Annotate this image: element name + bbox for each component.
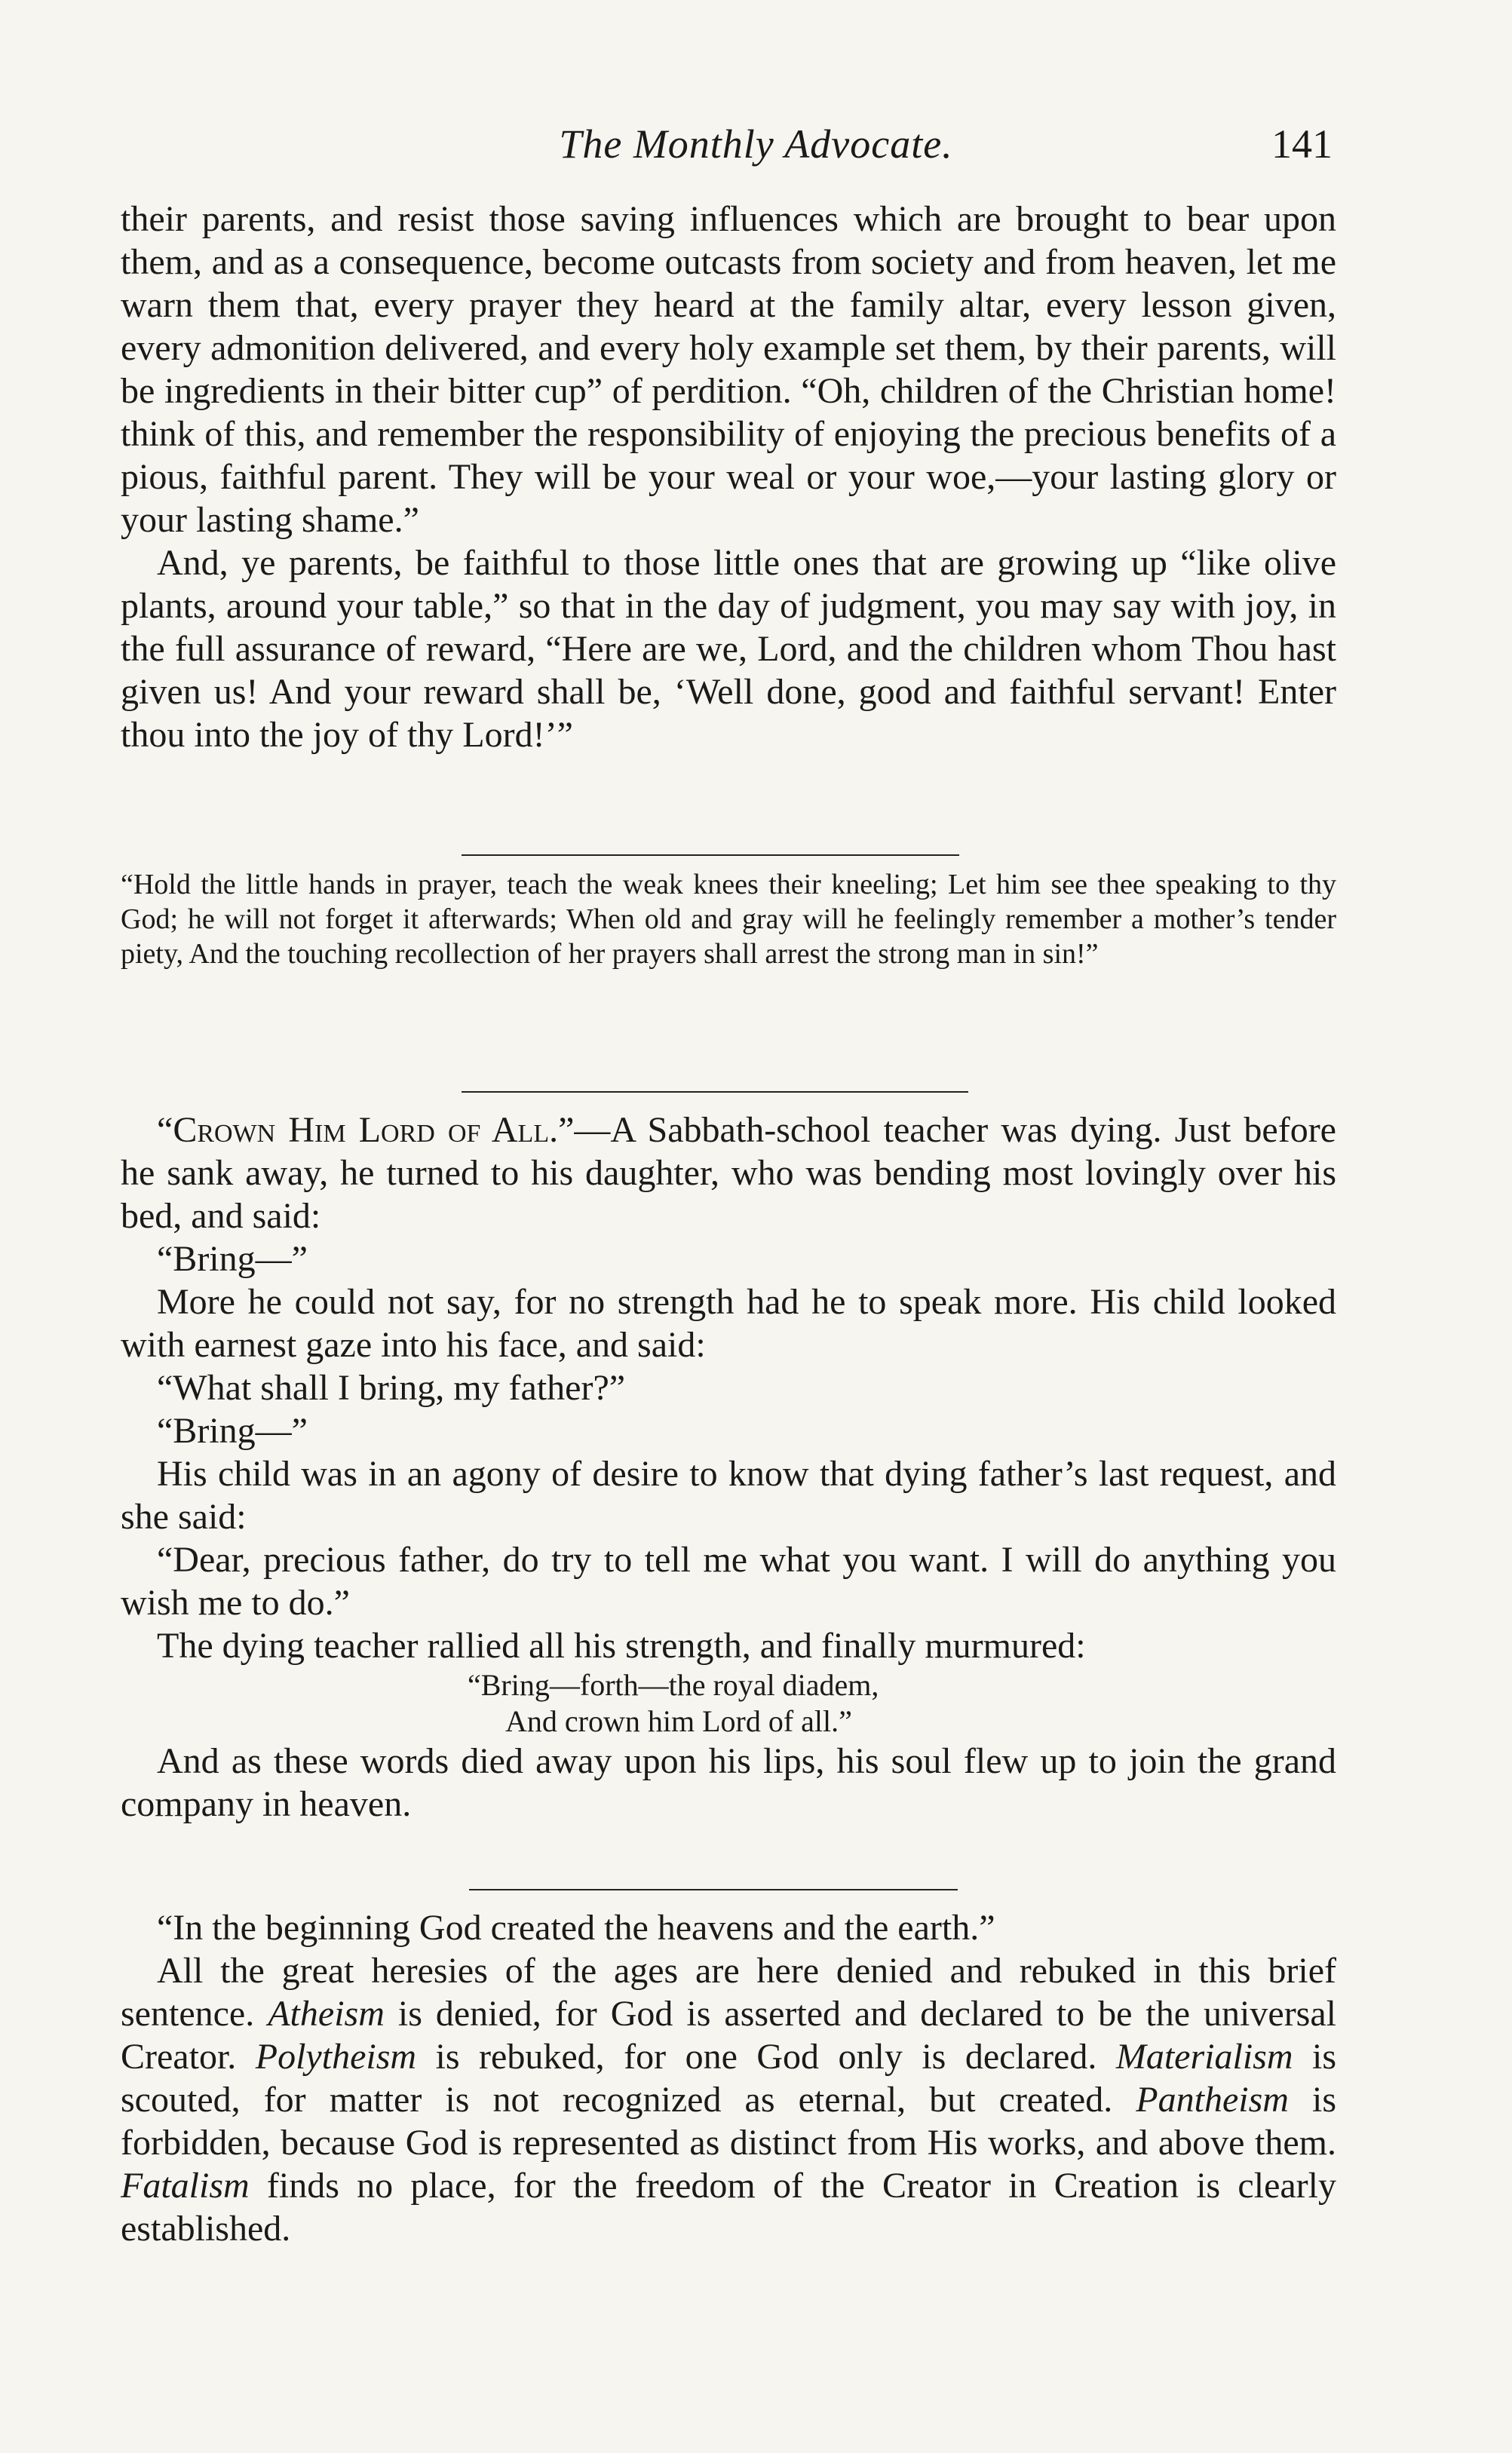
paragraph-text: is denied, for God is asserted and declared to be the universal Creator. [121, 1994, 1337, 2077]
section-title-open: “ [157, 1110, 173, 1150]
verse [121, 1667, 1336, 1740]
paragraph-text: finds no place, for the freedom of the Creator in Creation is clearly established. [121, 2166, 1336, 2249]
paragraph: “Bring—” [157, 1239, 308, 1279]
paragraph: The dying teacher rallied all his strength, and finally murmured: [157, 1626, 1086, 1666]
section-divider [462, 854, 959, 856]
verse-line: “Bring—forth—the royal diadem, [468, 1668, 879, 1702]
page-number: 141 [1271, 121, 1333, 167]
term: Pantheism [1136, 2080, 1289, 2120]
paragraph: And as these words died away upon his lips, his soul flew up to join the grand company in heaven. [121, 1741, 1336, 1824]
paragraph [121, 1108, 1336, 1237]
paragraph: More he could not say, for no strength had he to speak more. His child looked with earnest gaze into his face, and said: [121, 1282, 1336, 1365]
page-header [0, 121, 1512, 181]
paragraph-text: —A Sabbath-school teacher was dying. Just before he sank away, he turned to his daughter, who was bending most lovingly over his bed, and said: [121, 1110, 1336, 1236]
quote-block [121, 867, 1336, 971]
running-title: The Monthly Advocate. [559, 121, 953, 167]
section-parents [121, 198, 1336, 756]
section-divider [462, 1091, 968, 1093]
paragraph: “Bring—” [157, 1411, 308, 1451]
section-title: Crown Him Lord of All [173, 1110, 550, 1150]
paragraph-text: is scouted, for matter is not recognized as eternal, but created. [121, 2037, 1336, 2120]
paragraph-text: is rebuked, for one God only is declared. [416, 2037, 1116, 2077]
paragraph: And, ye parents, be faithful to those little ones that are growing up “like olive plants, around your table,” so that in the day of judgment, you may say with joy, in the full assurance of reward, “Here are we, Lord, and the children whom Thou hast given us! And your reward shall be, ‘Well done, good and faithful servant! Enter thou into the joy of thy Lord!’” [121, 543, 1336, 755]
term: Fatalism [121, 2166, 250, 2206]
verse-line: And crown him Lord of all.” [505, 1704, 852, 1738]
paragraph: their parents, and resist those saving influences which are brought to bear upon them, and as a consequence, become outcasts from society and from heaven, let me warn them that, every prayer they heard at the family altar, every lesson given, every admonition delivered, and every holy example set them, by their parents, will be ingredients in their bitter cup” of perdition. “Oh, children of the Christian home! think of this, and remember the responsibility of enjoying the precious benefits of a pious, faithful parent. They will be your weal or your woe,—your lasting glory or your lasting shame.” [121, 199, 1336, 540]
paragraph: “In the beginning God created the heavens and the earth.” [157, 1908, 995, 1948]
poem-quote: “Hold the little hands in prayer, teach the weak knees their kneeling; Let him see thee speaking to thy God; he will not forget it afterwards; When old and gray will he feelingly remember a mother’s tender piety, And the touching recollection of her prayers shall arrest the strong man in sin!” [121, 869, 1336, 970]
paragraph: “Dear, precious father, do try to tell me what you want. I will do anything you wish me to do.” [121, 1540, 1336, 1623]
term: Materialism [1115, 2037, 1293, 2077]
section-in-the-beginning [121, 1906, 1336, 2250]
paragraph [121, 1949, 1336, 2250]
section-divider [469, 1889, 958, 1890]
paragraph-text: All the great heresies of the ages are here denied and rebuked in this brief sentence. [121, 1951, 1336, 2034]
section-crown-him [121, 1108, 1336, 1826]
paragraph-text: is forbidden, because God is represented as distinct from His works, and above them. [121, 2080, 1337, 2163]
section-title-close: .” [549, 1110, 575, 1150]
paragraph: His child was in an agony of desire to know that dying father’s last request, and she said: [121, 1454, 1336, 1537]
paragraph: “What shall I bring, my father?” [157, 1368, 626, 1408]
term: Polytheism [255, 2037, 417, 2077]
term: Atheism [268, 1994, 385, 2034]
